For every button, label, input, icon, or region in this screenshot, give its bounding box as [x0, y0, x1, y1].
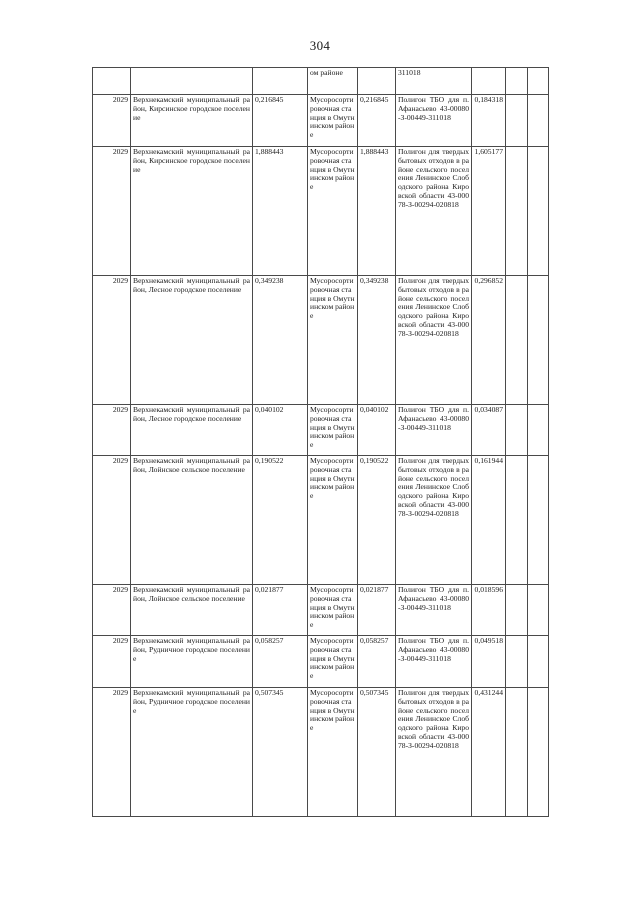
cell-empty [506, 585, 528, 636]
cell-empty [506, 276, 528, 405]
cell-empty [528, 405, 549, 456]
cell-empty [528, 276, 549, 405]
cell-value2: 0,296852 [472, 276, 506, 405]
cell-destination: Полигон для твердых бытовых отходов в районе сельского поселения Ленинское Слободского района Кировской области 43-00078-З-00294-020818 [396, 147, 472, 276]
waste-flow-table [92, 67, 549, 817]
cell-area: Верхнекамский муниципальный район, Лойнское сельское поселение [131, 456, 253, 585]
cell-volume: 1,888443 [253, 147, 308, 276]
table-row [93, 585, 549, 636]
cell-site: Мусоросортировочная станция в Омутнинском районе [308, 147, 358, 276]
table-row [93, 147, 549, 276]
cell-site: Мусоросортировочная станция в Омутнинском районе [308, 95, 358, 147]
table-row [93, 276, 549, 405]
cell-value: 0,216845 [358, 95, 396, 147]
cell-area: Верхнекамский муниципальный район, Лойнское сельское поселение [131, 585, 253, 636]
cell-area: Верхнекамский муниципальный район, Лесное городское поселение [131, 276, 253, 405]
cell-volume: 0,216845 [253, 95, 308, 147]
cell-volume: 0,190522 [253, 456, 308, 585]
cell-site: ом районе [308, 68, 358, 95]
cell-area: Верхнекамский муниципальный район, Лесное городское поселение [131, 405, 253, 456]
cell-value2: 0,049518 [472, 636, 506, 688]
cell-value2: 0,161944 [472, 456, 506, 585]
cell-empty [528, 636, 549, 688]
table-body [93, 68, 549, 817]
cell-empty [506, 688, 528, 817]
cell-area: Верхнекамский муниципальный район, Рудничное городское поселение [131, 636, 253, 688]
cell-value: 0,190522 [358, 456, 396, 585]
cell-volume [253, 68, 308, 95]
cell-site: Мусоросортировочная станция в Омутнинском районе [308, 585, 358, 636]
table-row [93, 688, 549, 817]
cell-empty [506, 456, 528, 585]
cell-volume: 0,507345 [253, 688, 308, 817]
cell-destination: Полигон ТБО для п. Афанасьево 43-00080-З-00449-311018 [396, 585, 472, 636]
cell-destination: Полигон для твердых бытовых отходов в районе сельского поселения Ленинское Слободского района Кировской области 43-00078-З-00294-020818 [396, 688, 472, 817]
cell-value2: 0,018596 [472, 585, 506, 636]
cell-value2 [472, 68, 506, 95]
cell-empty [506, 405, 528, 456]
cell-value: 0,040102 [358, 405, 396, 456]
cell-year: 2029 [93, 585, 131, 636]
cell-empty [506, 68, 528, 95]
table-row [93, 456, 549, 585]
cell-area [131, 68, 253, 95]
cell-empty [506, 95, 528, 147]
cell-empty [528, 688, 549, 817]
cell-area: Верхнекамский муниципальный район, Рудничное городское поселение [131, 688, 253, 817]
cell-value2: 0,034087 [472, 405, 506, 456]
cell-site: Мусоросортировочная станция в Омутнинском районе [308, 405, 358, 456]
cell-empty [528, 456, 549, 585]
cell-year: 2029 [93, 95, 131, 147]
cell-empty [528, 95, 549, 147]
cell-destination: 311018 [396, 68, 472, 95]
cell-destination: Полигон для твердых бытовых отходов в районе сельского поселения Ленинское Слободского района Кировской области 43-00078-З-00294-020818 [396, 276, 472, 405]
cell-year: 2029 [93, 276, 131, 405]
cell-year [93, 68, 131, 95]
cell-value: 0,349238 [358, 276, 396, 405]
page-number: 304 [309, 38, 331, 53]
cell-value: 1,888443 [358, 147, 396, 276]
cell-value [358, 68, 396, 95]
cell-destination: Полигон для твердых бытовых отходов в районе сельского поселения Ленинское Слободского района Кировской области 43-00078-З-00294-020818 [396, 456, 472, 585]
cell-empty [528, 585, 549, 636]
cell-year: 2029 [93, 636, 131, 688]
cell-destination: Полигон ТБО для п. Афанасьево 43-00080-З-00449-311018 [396, 95, 472, 147]
cell-year: 2029 [93, 456, 131, 585]
cell-destination: Полигон ТБО для п. Афанасьево 43-00080-З-00449-311018 [396, 405, 472, 456]
cell-area: Верхнекамский муниципальный район, Кирсинское городское поселение [131, 95, 253, 147]
cell-site: Мусоросортировочная станция в Омутнинском районе [308, 688, 358, 817]
cell-site: Мусоросортировочная станция в Омутнинском районе [308, 636, 358, 688]
cell-empty [528, 147, 549, 276]
cell-volume: 0,349238 [253, 276, 308, 405]
table-row [93, 95, 549, 147]
cell-empty [506, 147, 528, 276]
cell-volume: 0,021877 [253, 585, 308, 636]
continuation-row [93, 68, 549, 95]
cell-value2: 1,605177 [472, 147, 506, 276]
cell-volume: 0,058257 [253, 636, 308, 688]
cell-area: Верхнекамский муниципальный район, Кирсинское городское поселение [131, 147, 253, 276]
cell-year: 2029 [93, 405, 131, 456]
cell-volume: 0,040102 [253, 405, 308, 456]
cell-site: Мусоросортировочная станция в Омутнинском районе [308, 276, 358, 405]
cell-value: 0,058257 [358, 636, 396, 688]
cell-value2: 0,184318 [472, 95, 506, 147]
table-row [93, 405, 549, 456]
cell-year: 2029 [93, 147, 131, 276]
cell-empty [528, 68, 549, 95]
cell-destination: Полигон ТБО для п. Афанасьево 43-00080-З-00449-311018 [396, 636, 472, 688]
table-row [93, 636, 549, 688]
cell-site: Мусоросортировочная станция в Омутнинском районе [308, 456, 358, 585]
cell-value2: 0,431244 [472, 688, 506, 817]
cell-value: 0,021877 [358, 585, 396, 636]
cell-value: 0,507345 [358, 688, 396, 817]
cell-empty [506, 636, 528, 688]
cell-year: 2029 [93, 688, 131, 817]
